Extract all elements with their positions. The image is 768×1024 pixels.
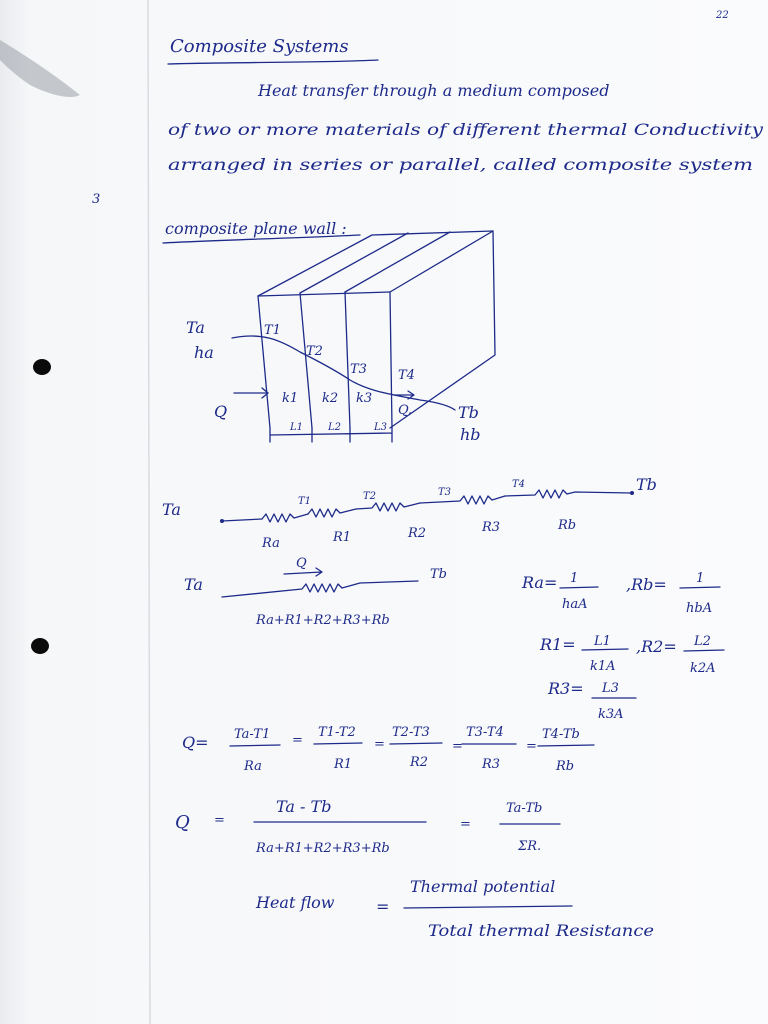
circuit1-rb: Rb bbox=[558, 518, 577, 533]
circuit1-tb: Tb bbox=[636, 475, 657, 494]
resistor-ra bbox=[262, 514, 308, 522]
circuit2-sum: Ra+R1+R2+R3+Rb bbox=[256, 613, 390, 628]
heat-flow-definition bbox=[255, 877, 654, 940]
label-l2: L2 bbox=[328, 422, 342, 433]
q-total-den-2: ΣR. bbox=[518, 839, 542, 854]
wall-top-divider-3 bbox=[390, 231, 493, 292]
circuit1-r3: R3 bbox=[482, 520, 501, 535]
label-k3: k3 bbox=[356, 391, 373, 406]
wall-front-top bbox=[258, 292, 390, 296]
circuit1-r1: R1 bbox=[333, 530, 352, 545]
margin-line bbox=[148, 0, 150, 1024]
def-r2-den: k2A bbox=[690, 661, 716, 676]
def-r1-num: L1 bbox=[594, 634, 611, 649]
label-l1: L1 bbox=[290, 422, 304, 433]
resistor-r3 bbox=[420, 496, 505, 504]
def-r3-lhs: R3= bbox=[548, 679, 584, 698]
circuit1-wire-left bbox=[222, 519, 262, 521]
label-qdot: Q. bbox=[398, 403, 413, 418]
q-total-den: Ra+R1+R2+R3+Rb bbox=[256, 841, 390, 856]
label-tb: Tb bbox=[458, 403, 479, 422]
q-eq-sign-2: = bbox=[374, 737, 385, 752]
page-title: Composite Systems bbox=[170, 36, 349, 57]
def-ra-lhs: Ra= bbox=[522, 573, 558, 592]
circuit2-q: Q bbox=[296, 556, 307, 571]
page-shadow-mark bbox=[0, 40, 80, 97]
q-total-eq-1: = bbox=[214, 813, 225, 828]
q-frac-1-bar bbox=[230, 745, 280, 746]
series-resistance-circuit bbox=[162, 475, 657, 551]
label-k2: k2 bbox=[322, 391, 339, 406]
circuit1-ta: Ta bbox=[162, 500, 181, 519]
q-total-num-2: Ta-Tb bbox=[506, 801, 543, 816]
total-heat-flow-equation bbox=[175, 797, 560, 856]
def-r1-lhs: R1= bbox=[540, 635, 576, 654]
equivalent-resistor bbox=[222, 581, 418, 597]
margin-number: 3 bbox=[92, 192, 101, 207]
def-r3-den: k3A bbox=[598, 707, 624, 722]
def-r2-bar bbox=[684, 650, 724, 651]
q-frac-4-den: R3 bbox=[482, 757, 501, 772]
q-frac-5-num: T4-Tb bbox=[542, 727, 580, 742]
q-frac-2-bar bbox=[314, 743, 362, 744]
q-frac-2-den: R1 bbox=[334, 757, 353, 772]
equivalent-resistance-circuit bbox=[184, 556, 447, 628]
node-tb bbox=[630, 491, 634, 495]
wall-face-line-1 bbox=[300, 293, 312, 428]
q-frac-5-den: Rb bbox=[556, 759, 575, 774]
q-frac-1-den: Ra bbox=[244, 759, 262, 774]
wall-top-divider-1 bbox=[300, 233, 408, 293]
q-frac-3-bar bbox=[390, 743, 442, 744]
circuit1-t1: T1 bbox=[298, 496, 312, 507]
node-ta bbox=[220, 519, 224, 523]
q-frac-3-den: R2 bbox=[410, 755, 429, 770]
heat-flow-num: Thermal potential bbox=[410, 877, 556, 896]
q-frac-2-num: T1-T2 bbox=[318, 725, 356, 740]
def-ra-den: haA bbox=[562, 597, 588, 612]
circuit1-r2: R2 bbox=[408, 526, 427, 541]
def-rb-bar bbox=[680, 587, 720, 588]
binder-hole-top bbox=[33, 359, 51, 375]
resistor-r2 bbox=[356, 503, 420, 511]
intro-line-2: of two or more materials of different thermal Conductivity bbox=[168, 120, 765, 139]
heat-flow-bar bbox=[404, 906, 572, 908]
q-total-eq-2: = bbox=[460, 817, 471, 832]
heat-flow-den: Total thermal Resistance bbox=[428, 921, 654, 940]
resistor-rb bbox=[505, 490, 632, 498]
label-hb: hb bbox=[460, 425, 481, 444]
title-underline bbox=[168, 60, 378, 64]
circuit1-t4: T4 bbox=[512, 479, 526, 490]
heat-flow-equation bbox=[182, 725, 594, 774]
q-eq-sign-1: = bbox=[292, 733, 303, 748]
def-r1-bar bbox=[582, 649, 628, 650]
q-frac-3-num: T2-T3 bbox=[392, 725, 430, 740]
label-ha: ha bbox=[194, 343, 214, 362]
label-l3: L3 bbox=[374, 422, 388, 433]
label-ta: Ta bbox=[186, 318, 205, 337]
q-eq-sign-3: = bbox=[452, 739, 463, 754]
wall-face-line-3 bbox=[390, 292, 392, 428]
circuit1-ra: Ra bbox=[262, 536, 280, 551]
label-q: Q bbox=[214, 402, 228, 421]
composite-wall-diagram bbox=[186, 231, 495, 444]
def-rb-den: hbA bbox=[686, 601, 713, 616]
wall-face-line-0 bbox=[258, 296, 270, 428]
heat-flow-lhs: Heat flow bbox=[256, 893, 335, 912]
intro-line-3: arranged in series or parallel, called composite system bbox=[168, 155, 753, 174]
def-r2-num: L2 bbox=[694, 634, 711, 649]
label-t1: T1 bbox=[264, 323, 281, 338]
q-total-lhs: Q bbox=[175, 812, 190, 833]
label-t2: T2 bbox=[306, 344, 323, 359]
q-eq-sign-4: = bbox=[526, 739, 537, 754]
intro-line-1: Heat transfer through a medium composed bbox=[258, 81, 610, 100]
q-frac-4-num: T3-T4 bbox=[466, 725, 504, 740]
subheading: composite plane wall : bbox=[165, 219, 347, 238]
q-frac-1-num: Ta-T1 bbox=[234, 727, 271, 742]
def-rb-lhs: ,Rb= bbox=[626, 575, 667, 594]
label-t4: T4 bbox=[398, 368, 415, 383]
def-ra-bar bbox=[560, 587, 598, 588]
circuit2-ta: Ta bbox=[184, 575, 203, 594]
circuit1-t2: T2 bbox=[363, 491, 377, 502]
q-total-num: Ta - Tb bbox=[276, 797, 332, 816]
def-r3-num: L3 bbox=[602, 681, 619, 696]
resistor-r1 bbox=[308, 509, 356, 517]
q-eq-lhs: Q= bbox=[182, 733, 209, 752]
circuit2-tb: Tb bbox=[430, 567, 447, 582]
def-r2-lhs: ,R2= bbox=[636, 637, 677, 656]
def-rb-num: 1 bbox=[696, 571, 705, 586]
label-t3: T3 bbox=[350, 362, 367, 377]
page-number: 22 bbox=[716, 10, 729, 21]
resistance-definitions bbox=[521, 571, 724, 722]
label-k1: k1 bbox=[282, 391, 299, 406]
binder-hole-bottom bbox=[31, 638, 49, 654]
heat-flow-eq: = bbox=[376, 897, 390, 916]
wall-face-line-2 bbox=[345, 292, 350, 428]
def-ra-num: 1 bbox=[570, 571, 579, 586]
def-r1-den: k1A bbox=[590, 659, 616, 674]
q-frac-5-bar bbox=[538, 745, 594, 746]
circuit1-t3: T3 bbox=[438, 487, 452, 498]
